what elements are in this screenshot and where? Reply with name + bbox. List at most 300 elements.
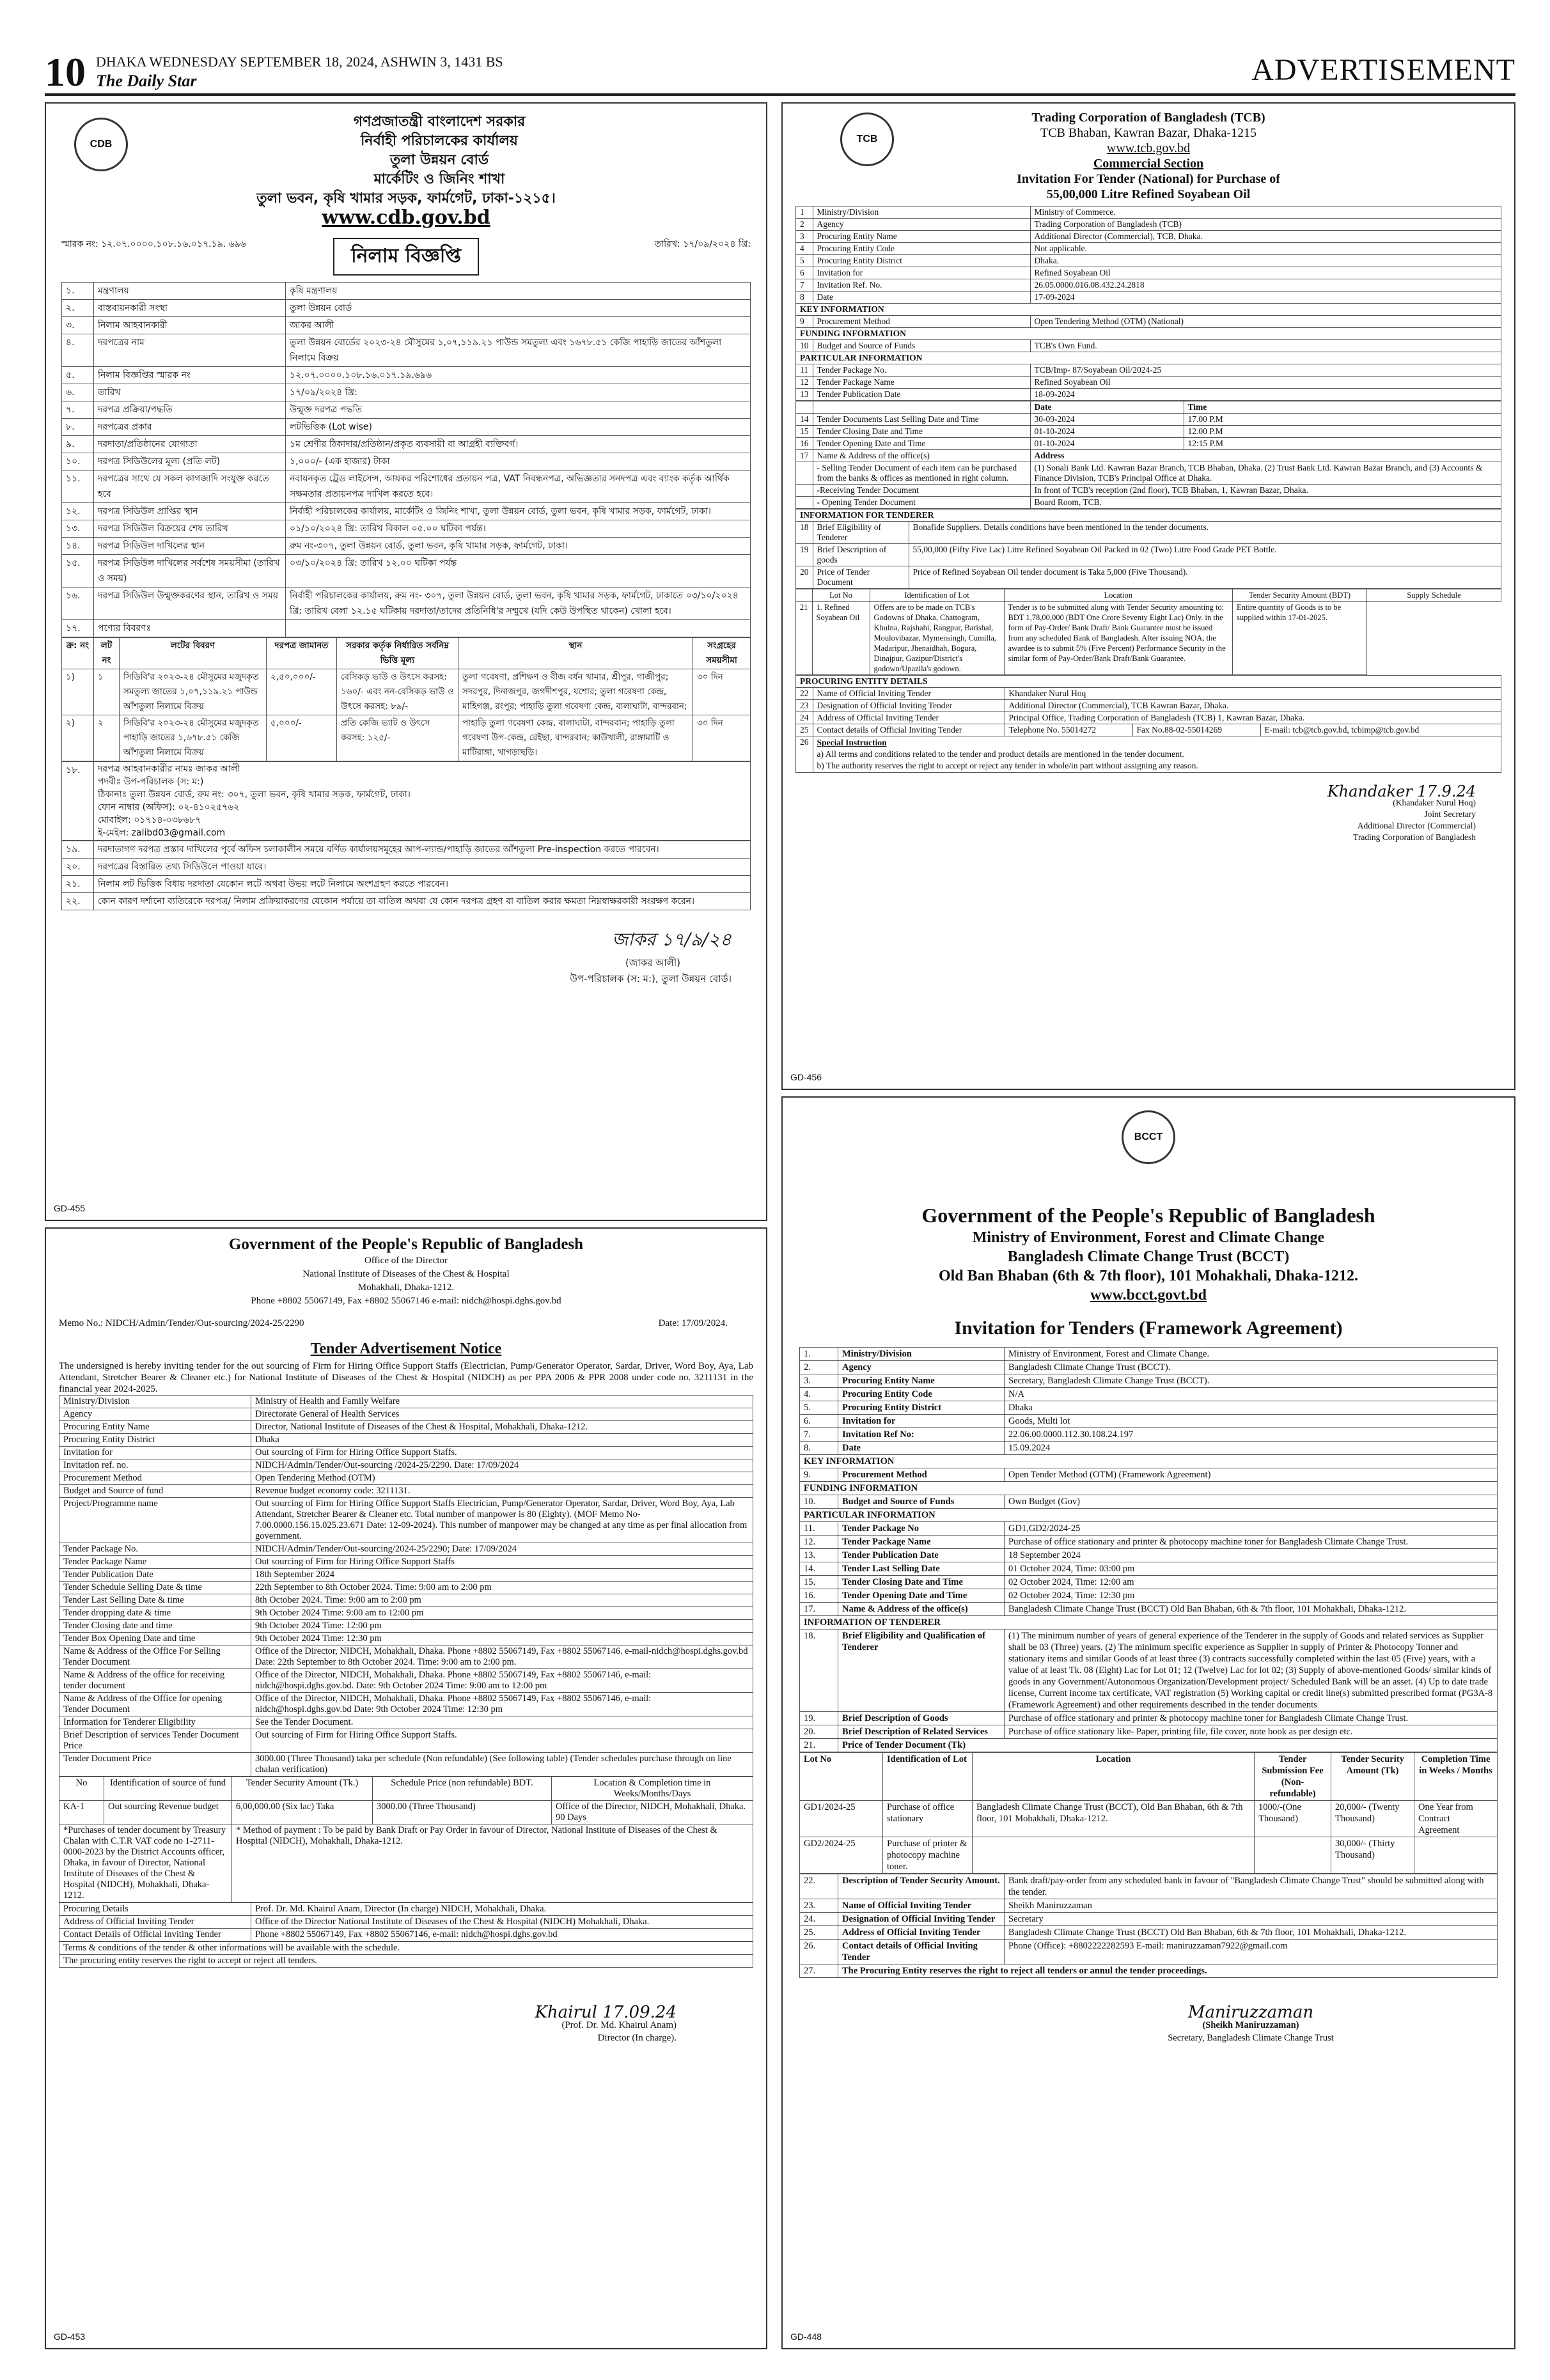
tcb-office-row (796, 497, 1501, 509)
bcct-row-cell: Tender Last Selling Date (838, 1562, 1005, 1576)
cdb-signature: জাকর ১৭/৯/২৪ (612, 929, 732, 950)
bcct-lot-row-cell (973, 1837, 1255, 1874)
bcct-row-cell: Tender Package Name (838, 1536, 1005, 1549)
bcct-row-cell: 7. (800, 1428, 838, 1442)
bcct-row-cell: Ministry of Environment, Forest and Climate Change. (1005, 1348, 1498, 1361)
nidch-row-cell: Dhaka (251, 1434, 753, 1447)
cdb-row (62, 520, 751, 538)
cdb-row (62, 620, 751, 637)
tcb-row-cell: Agency (813, 219, 1030, 231)
nidch-row (59, 1669, 753, 1693)
bcct-row (800, 1428, 1498, 1442)
tcb-row-cell: Procuring Entity District (813, 255, 1030, 267)
tcb-signer: (Khandaker Nurul Hoq) (1393, 798, 1476, 807)
nidch-row-cell: 3000.00 (Three Thousand) taka per schedule (Non refundable) (See following table) (Tender schedules purchase through on line chalan verification) (251, 1753, 753, 1777)
nidch-row-cell: Procuring Entity Name (59, 1421, 251, 1434)
bcct-row-cell: GD1,GD2/2024-25 (1005, 1522, 1498, 1536)
nidch-lot-row-cell: Office of the Director, NIDCH, Mohakhali, Dhaka. 90 Days (552, 1801, 753, 1824)
nidch-lot-head-cell: Location & Completion time in Weeks/Months/Days (552, 1777, 753, 1801)
cdb-row-cell: ৭. (62, 401, 94, 419)
bcct-lot-head-cell: Location (973, 1753, 1255, 1801)
cdb-row-cell: দরপত্রের নাম (94, 334, 286, 367)
tcb-row-cell: Procuring Entity Name (813, 231, 1030, 243)
tcb-row-10 (796, 340, 1501, 352)
nidch-intro: The undersigned is hereby inviting tender for the out sourcing of Firm for Hiring Office Support Staffs (Electrician, Pump/Generator Operator, Sardar, Driver, Word Boy, Aya, Lab Attendant, Stretcher Bearer & Cleaner etc.) for National Institute of Diseases of the Chest & Hospital (NIDCH) as per PPA 2006 & PPR 2008 under code no. 3211131 in the financial year 2024-2025. (59, 1361, 753, 1394)
nidch-row-cell: Tender Last Selling Date & time (59, 1594, 251, 1607)
cdb-row-cell: উন্মুক্ত দরপত্র পদ্ধতি (286, 401, 751, 419)
bcct-row-cell: Invitation for (838, 1415, 1005, 1428)
bcct-row (800, 1522, 1498, 1536)
bcct-lot-head-cell: Tender Submission Fee (Non-refundable) (1255, 1753, 1331, 1801)
cdb-extra-row-cell: দরপত্রের বিস্তারিত তথ্য সিডিউলে পাওয়া যাবে। (94, 859, 751, 876)
bcct-row (800, 1348, 1498, 1361)
cdb-row-cell: তুলা উন্নয়ন বোর্ড (286, 300, 751, 317)
nidch-lot-head-cell: Tender Security Amount (Tk.) (232, 1777, 373, 1801)
nidch-gd-number: GD-453 (54, 2331, 86, 2342)
tcb-row-cell: Ministry of Commerce. (1030, 206, 1501, 219)
tcb-entity-row-cell: Address of Official Inviting Tender (813, 712, 1005, 724)
bcct-lot-row (800, 1801, 1498, 1837)
nidch-contact-table (59, 1902, 753, 1941)
cdb-row-cell: ১৪. (62, 538, 94, 555)
bcct-line-1: Ministry of Environment, Forest and Climate Change (972, 1229, 1325, 1246)
bcct-entity-row-cell: Bank draft/pay-order from any scheduled bank in favour of "Bangladesh Climate Change Trust" should be submitted along with the tender. (1005, 1874, 1498, 1899)
bcct-row-cell: 13. (800, 1549, 838, 1562)
cdb-extra-row (62, 876, 751, 893)
cdb-extra-row (62, 859, 751, 876)
nidch-line-1: Office of the Director (364, 1256, 448, 1266)
bcct-row-18-cell: 18. (800, 1629, 838, 1712)
cdb-lot-row-cell: ৩০ দিন (693, 715, 751, 761)
tcb-row-cell: 2 (796, 219, 813, 231)
bcct-row-18 (800, 1629, 1498, 1712)
nidch-row (59, 1485, 753, 1498)
tcb-row (796, 255, 1501, 267)
bcct-row-cell: Procuring Entity Name (838, 1374, 1005, 1388)
cdb-row (62, 503, 751, 520)
cdb-row-cell: ১২.০৭.০০০০.১০৮.১৬.০১৭.১৯.৬৯৬ (286, 367, 751, 384)
bcct-seal: BCCT (1122, 1110, 1175, 1164)
bcct-row-cell: Tender Closing Date and Time (838, 1576, 1005, 1589)
bcct-table: 1. Ministry/Division Ministry of Environment, Forest and Climate Change. 2. Agency Bangladesh Climate Change Trust (BCCT). 3. Procuring Entity Name Secretary, Bangladesh Climate Change Trust (BCCT). 4. Procuring Entity Code N/A 5. Procuring Entity District Dhaka 6. Invitation for Goods, Multi lot 7. Invitation Ref No: 22.06.00.0000.112.30.108.24.197 8. Date 15.09.2024 KEY INFORMATION 9. Procurement Method Open Tender Method (OTM) (Framework Agreement) FUNDING INFORMATION 10. Budget and Source of Funds Own Budget (Gov) PARTICULAR INFORMATION 11. Tender Package No GD1,GD2/2024-25 12. Tender Package Name Purchase of office stationary and printer & photocopy machine toner for Bangladesh Climate Change Trust. 13. Tender Publication Date 18 September 2024 14. Tender Last Selling Date 01 October 2024, Time: 03:00 pm 15. Tender Closing Date and Time 02 October 2024, Time: 12:00 am 16. Tender Opening Date and Time 02 October 2024, Time: 12:30 pm 17. Name & Address of the office(s) Bangladesh Climate Change Trust (BCCT) Old Ban Bhaban, 6th & 7th floor, 101 Mohakhali, Dhaka-1212. INFORMATION OF TENDERER 18. Brief Eligibility and Qualification of Tenderer (1) The minimum number of years of general experience of the Tenderer in the supply of Goods and related services as Supplier shall be 03 (Three) years. (2) The minimum specific experience as Supplier in supply of Printer & Photocopy Tonner and stationary items and similar Goods of at least three (3) contracts successfully completed within the last 05 (Five) years, with a value of at least Tk. 08 (Eight) Lac for Lot 01; 12 (Twelve) Lac for lot 02; (3) Supply of above-mentioned Goods/ similar kinds of goods in any Government/Autonomous Organization/Development project/ Scheduled Bank will be an asset. (4) Up to date trade license, Current income tax certificate, VAT registration (5) Working capital or credit line(s) submitted prescribed format (PG3A-8 (Framework Agreement) and other requirements described in the tender documents 19. Brief Description of Goods Purchase of office stationary and printer & photocopy machine toner for Bangladesh Climate Change Trust. 20. Brief Description of Related Services Purchase of office stationary like- Paper, printing file, file cover, note book as per design etc. 21. Price of Tender Document (Tk) (799, 1347, 1498, 1752)
tcb-row-cell: Not applicable. (1030, 243, 1501, 255)
tcb-date-row-cell: 12.00 P.M (1184, 426, 1501, 438)
tcb-row (796, 219, 1501, 231)
tcb-row-cell: 20 (796, 566, 813, 589)
bcct-row-cell: 3. (800, 1374, 838, 1388)
cdb-row-cell: ৮. (62, 419, 94, 436)
tcb-entity-row-cell: Additional Director (Commercial), TCB Kawran Bazar, Dhaka. (1005, 700, 1501, 712)
cdb-row (62, 300, 751, 317)
nidch-row-cell: Information for Tenderer Eligibility (59, 1716, 251, 1729)
tcb-office-label: - Selling Tender Document of each item can be purchased from the banks & offices as mentioned in right column. (813, 462, 1030, 485)
nidch-line-4: Phone +8802 55067149, Fax +8802 55067146 e-mail: nidch@hospi.dghs.gov.bd (251, 1296, 561, 1306)
bcct-lot-row-cell: GD1/2024-25 (800, 1801, 883, 1837)
cdb-row-cell: ২. (62, 300, 94, 317)
nidch-row-cell: Budget and Source of fund (59, 1485, 251, 1498)
cdb-title-line: মার্কেটিং ও জিনিং শাখা (373, 171, 505, 187)
cdb-row (62, 384, 751, 401)
tcb-date-row (796, 414, 1501, 426)
tcb-row-cell: Invitation Ref. No. (813, 279, 1030, 292)
cdb-row (62, 436, 751, 453)
cdb-contact (94, 762, 751, 841)
tcb-row-17 (796, 450, 1501, 462)
tcb-row-9-cell: Procurement Method (813, 316, 1030, 328)
tcb-row (796, 231, 1501, 243)
cdb-contact-line: পদবীঃ উপ-পরিচালক (স: ম:) (98, 777, 204, 787)
nidch-title: Government of the People's Republic of Bangladesh (228, 1236, 584, 1253)
bcct-entity-row-cell: Contact details of Official Inviting Tender (838, 1940, 1005, 1964)
tcb-row-cell: 11 (796, 364, 813, 377)
bcct-row-cell: Dhaka (1005, 1401, 1498, 1415)
nidch-row (59, 1716, 753, 1729)
bcct-lot-row (800, 1837, 1498, 1874)
nidch-row-cell: Tender Box Opening Date and time (59, 1633, 251, 1645)
nidch-line-3: Mohakhali, Dhaka-1212. (357, 1282, 455, 1293)
cdb-memo: স্মারক নং: ১২.০৭.০০০০.১০৮.১৬.০১৭.১৯. ৬৯৬ (61, 239, 246, 249)
cdb-signer: (জাকর আলী) (625, 957, 680, 968)
nidch-row-cell: Name & Address of the Office For Selling Tender Document (59, 1645, 251, 1669)
bcct-row (800, 1388, 1498, 1401)
tcb-heading-1: Invitation For Tender (National) for Purchase of (1017, 172, 1280, 186)
cdb-contact-line: ফোন নাম্বার (অফিস): ০২-৪১০২৫৭৬২ (98, 802, 240, 813)
cdb-lot-row-cell: ২,৫০,০০০/- (267, 669, 337, 715)
cdb-extra-row-cell: ২২. (62, 893, 94, 910)
cdb-row-cell: মন্ত্রণালয় (94, 283, 286, 300)
cdb-lot-head-cell: দরপত্র জামানত (267, 638, 337, 669)
bcct-lot-row-cell (1255, 1837, 1331, 1874)
cdb-extra-row-cell: ২১. (62, 876, 94, 893)
tcb-date-row-cell: 15 (796, 426, 813, 438)
nidch-footer-table (59, 1941, 753, 1968)
bcct-lot-row-cell: 20,000/- (Twenty Thousand) (1331, 1801, 1414, 1837)
nidch-row (59, 1543, 753, 1556)
bcct-row-cell: N/A (1005, 1388, 1498, 1401)
nidch-row-cell: Invitation for (59, 1447, 251, 1459)
bcct-row-cell: Secretary, Bangladesh Climate Change Trust (BCCT). (1005, 1374, 1498, 1388)
bcct-row (800, 1589, 1498, 1603)
tcb-row-cell: 7 (796, 279, 813, 292)
cdb-lot-row-cell: ১) (62, 669, 94, 715)
tcb-date-row-cell: 16 (796, 438, 813, 450)
tcb-heading-2: 55,00,000 Litre Refined Soyabean Oil (1046, 187, 1251, 201)
tcb-office-address: Board Room, TCB. (1030, 497, 1501, 509)
nidch-row-cell: Brief Description of services Tender Document Price (59, 1729, 251, 1753)
tcb-row-cell: 5 (796, 255, 813, 267)
bcct-row-cell: Tender Opening Date and Time (838, 1589, 1005, 1603)
cdb-row-cell: নবায়নকৃত ট্রেড লাইসেন্স, আয়কর পরিশোধের প্রত্যয়ন পত্র, VAT নিবন্ধনপত্র, অভিজ্ঞতার সনদপত্র এবং ব্যাংক কর্তৃক আর্থিক সক্ষমতার প্রত্যয়নপত্র দাখিল করতে হবে। (286, 471, 751, 503)
cdb-row-18: ১৮. দরপত্র আহবানকারীর নামঃ জাকর আলী পদবীঃ উপ-পরিচালক (স: ম:) ঠিকানাঃ তুলা উন্নয়ন বোর্ড, রুম নং: ৩০৭, তুলা ভবন, কৃষি খামার সড়ক, ফার্মগেট, ঢাকা। ফোন নাম্বার (অফিস): ০২-৪১০২৫৭৬২ মোবাইল: ০১৭১৪-০৩৮৬৮৭ ই-মেইল: zalibd03@gmail.com (61, 761, 751, 841)
cdb-row-cell: ১ম শ্রেণীর ঠিকাদার/প্রতিষ্ঠান/প্রকৃত ব্যবসায়ী বা আগ্রহী ব্যক্তিবর্গ। (286, 436, 751, 453)
bcct-row-cell: Brief Description of Goods (838, 1712, 1005, 1725)
tcb-row (796, 243, 1501, 255)
bcct-lot-row-cell: 1000/-(One Thousand) (1255, 1801, 1331, 1837)
tcb-date-row-cell: Tender Closing Date and Time (813, 426, 1030, 438)
tcb-office-blank (796, 497, 813, 509)
tcb-row-10-cell: Budget and Source of Funds (813, 340, 1030, 352)
tcb-lot-row-cell: Entire quantity of Goods is to be supplied within 17-01-2025. (1233, 602, 1367, 675)
bcct-row-cell: Purchase of office stationary and printer & photocopy machine toner for Bangladesh Climate Change Trust. (1005, 1712, 1498, 1725)
tcb-row-cell: Tender Publication Date (813, 389, 1030, 401)
cdb-title-line: তুলা উন্নয়ন বোর্ড (389, 152, 489, 168)
bcct-row-cell: Brief Description of Related Services (838, 1725, 1005, 1739)
nidch-contact-row (59, 1903, 753, 1916)
cdb-row (62, 419, 751, 436)
nidch-row-cell: Invitation ref. no. (59, 1459, 251, 1472)
cdb-row-cell: নিলাম আহবানকারী (94, 317, 286, 334)
bcct-row-cell: 12. (800, 1536, 838, 1549)
cdb-row-cell: ৪. (62, 334, 94, 367)
bcct-row-27 (800, 1964, 1498, 1978)
cdb-row-cell: ১১. (62, 471, 94, 503)
nidch-row-cell: Out sourcing of Firm for Hiring Office Support Staffs Electrician, Pump/Generator Operator, Sardar, Driver, Word Boy, Aya, Lab Attendant, Stretcher Bearer & Cleaner etc. Total number of manpower is 80 (Eighty). (MOF Memo No-7.00.0000.156.15.025.23.671 Date: 12-09-2024). This number of manpower may be changed at any time as per final allocation from government. (251, 1498, 753, 1543)
nidch-row-cell: Tender Schedule Selling Date & time (59, 1582, 251, 1594)
tcb-row-cell: Procuring Entity Code (813, 243, 1030, 255)
cdb-row (62, 555, 751, 587)
bcct-row-cell: 16. (800, 1589, 838, 1603)
cdb-lot-row-cell: তুলা গবেষণা, প্রশিক্ষণ ও বীজ বর্ধন খামার, শ্রীপুর, গাজীপুর; সদরপুর, দিনাজপুর, জগদীশপুর, যশোর; তুলা গবেষণা কেন্দ্র, মাহিগঞ্জ, রংপুর; পাহাড়ি তুলা গবেষণা কেন্দ্র, বালাঘাটা, বান্দরবান; (458, 669, 693, 715)
bcct-row-21-cell: 21. (800, 1739, 838, 1752)
bcct-row-27-cell: The Procuring Entity reserves the right to reject all tenders or annul the tender proceedings. (838, 1964, 1498, 1978)
nidch-row (59, 1729, 753, 1753)
cdb-lot-row-cell: বেসিকড় ভাউ ও উৎসে করসহ: ১৬০/- এবং নন-বেসিকড় ভাউ ও উৎসে করসহ: ৮৯/- (337, 669, 458, 715)
cdb-row-cell: দরপত্র সিডিউল দাখিলের স্থান (94, 538, 286, 555)
nidch-row (59, 1434, 753, 1447)
cdb-row (62, 334, 751, 367)
tcb-entity-row-cell: Khandaker Nurul Hoq (1005, 688, 1501, 700)
tcb-entity-row-cell: 22 (796, 688, 813, 700)
tcb-row-cell: Tender Package Name (813, 377, 1030, 389)
tcb-row-cell: Date (813, 292, 1030, 304)
tcb-row-9 (796, 316, 1501, 328)
bcct-row (800, 1401, 1498, 1415)
bcct-line-3: Old Ban Bhaban (6th & 7th floor), 101 Mohakhali, Dhaka-1212. (938, 1268, 1359, 1284)
tcb-entity-row-cell: 24 (796, 712, 813, 724)
nidch-row-cell: Procurement Method (59, 1472, 251, 1485)
bcct-title: Government of the People's Republic of Bangladesh (921, 1204, 1375, 1227)
tcb-lot-row (796, 602, 1501, 675)
cdb-title-lines (61, 113, 751, 208)
tcb-row-cell: 18-09-2024 (1030, 389, 1501, 401)
bcct-entity-row-cell: 23. (800, 1899, 838, 1913)
cdb-contact-line: মোবাইল: ০১৭১৪-০৩৮৬৮৭ (98, 815, 201, 825)
bcct-lot-head-cell: Identification of Lot (883, 1753, 973, 1801)
bcct-row-cell: 8. (800, 1442, 838, 1455)
nidch-row-cell: NIDCH/Admin/Tender/Out-sourcing /2024-25/2290. Date: 17/09/2024 (251, 1459, 753, 1472)
bcct-lot-table (799, 1752, 1498, 1874)
tcb-row-10-cell: 10 (796, 340, 813, 352)
tcb-date-row (796, 438, 1501, 450)
bcct-row-cell: 6. (800, 1415, 838, 1428)
tcb-row-cell: 1 (796, 206, 813, 219)
cdb-row-cell: ১৩. (62, 520, 94, 538)
tcb-row-25-cell: 25 (796, 724, 813, 736)
bcct-row-cell: Bangladesh Climate Change Trust (BCCT) Old Ban Bhaban, 6th & 7th floor, 101 Mohakhali, Dhaka-1212. (1005, 1603, 1498, 1616)
nidch-contact-row-cell: Address of Official Inviting Tender (59, 1916, 251, 1929)
nidch-row-cell: Office of the Director, NIDCH, Mohakhali, Dhaka. Phone +8802 55067149, Fax +8802 55067146, e-mail: nidch@hospi.dghs.gov.bd. Date: 9th October 2024 Time: 9:00 am to 12:00 pm (251, 1669, 753, 1693)
tcb-row-cell: 19 (796, 544, 813, 566)
bcct-row-cell: Tender Publication Date (838, 1549, 1005, 1562)
tcb-lot-table (795, 589, 1501, 675)
bcct-row-cell: 11. (800, 1522, 838, 1536)
cdb-lot-row (62, 669, 751, 715)
bcct-signature: Maniruzzaman (1187, 2003, 1314, 2022)
tcb-table: 1 Ministry/Division Ministry of Commerce. 2 Agency Trading Corporation of Bangladesh (TCB) 3 Procuring Entity Name Additional Director (Commercial), TCB, Dhaka. 4 Procuring Entity Code Not applicable. 5 Procuring Entity District Dhaka. 6 Invitation for Refined Soyabean Oil 7 Invitation Ref. No. 26.05.0000.016.08.432.24.2818 8 Date 17-09-2024 KEY INFORMATION 9 Procurement Method Open Tendering Method (OTM) (National) FUNDING INFORMATION 10 Budget and Source of Funds TCB's Own Fund. PARTICULAR INFORMATION 11 Tender Package No. TCB/Imp- 87/Soyabean Oil/2024-25 12 Tender Package Name Refined Soyabean Oil 13 Tender Publication Date 18-09-2024 (795, 206, 1501, 401)
tcb-dates-table: Date Time 14 Tender Documents Last Selling Date and Time 30-09-2024 17.00 P.M 15 Tender Closing Date and Time 01-10-2024 12.00 P.M 16 Tender Opening Date and Time 01-10-2024 12:15 P.M 17 Name & Address of the office(s) Address - Selling Tender Document of each item can be purchased from the banks & offices as mentioned in right column. (1) Sonali Bank Ltd. Kawran Bazar Branch, TCB Bhaban, Dhaka. (2) Trust Bank Ltd. Kawran Bazar Branch, and (3) Accounts & Finance Division, TCB's Principal Office at Dhaka. -Receiving Tender Document In front of TCB's reception (2nd floor), TCB Bhaban, 1, Kawran Bazar, Dhaka. - Opening Tender Document Board Room, TCB. (795, 401, 1501, 509)
tcb-entity-row (796, 712, 1501, 724)
tcb-row-cell: 17-09-2024 (1030, 292, 1501, 304)
nidch-row (59, 1607, 753, 1620)
nidch-row-cell: Open Tendering Method (OTM) (251, 1472, 753, 1485)
cdb-row-cell: নির্বাহী পরিচালকের কার্যালয়, মার্কেটিং ও জিনিং শাখা, তুলা উন্নয়ন বোর্ড, তুলা ভবন, কৃষি খামার সড়ক, ফার্মগেট, ঢাকা। (286, 503, 751, 520)
cdb-row-cell: ০৩/১০/২০২৪ খ্রি: তারিখ ১২.০০ ঘটিকা পর্যন্ত (286, 555, 751, 587)
bcct-entity-row-cell: 26. (800, 1940, 838, 1964)
cdb-row-cell: তারিখ (94, 384, 286, 401)
nidch-row (59, 1396, 753, 1408)
nidch-tender-notice (45, 1227, 767, 2349)
tcb-row-cell: Refined Soyabean Oil (1030, 377, 1501, 389)
cdb-row (62, 538, 751, 555)
bcct-row-cell: 1. (800, 1348, 838, 1361)
bcct-lot-head-cell: Lot No (800, 1753, 883, 1801)
nidch-row (59, 1459, 753, 1472)
nidch-row-cell: Tender Document Price (59, 1753, 251, 1777)
tcb-entity-row (796, 688, 1501, 700)
nidch-signature: Khairul 17.09.24 (535, 2003, 677, 2022)
nidch-row-cell: Ministry of Health and Family Welfare (251, 1396, 753, 1408)
bcct-row-cell: Purchase of office stationary and printer & photocopy machine toner for Bangladesh Climate Change Trust. (1005, 1536, 1498, 1549)
bcct-entity-row-cell: Name of Official Inviting Tender (838, 1899, 1005, 1913)
bcct-row-10-cell: Budget and Source of Funds (838, 1495, 1005, 1509)
nidch-memo: Memo No.: NIDCH/Admin/Tender/Out-sourcing/2024-25/2290 (59, 1318, 304, 1328)
tcb-row-cell: Brief Eligibility of Tenderer (813, 522, 909, 544)
cdb-extra-rows (61, 841, 751, 910)
tcb-row-cell: TCB/Imp- 87/Soyabean Oil/2024-25 (1030, 364, 1501, 377)
nidch-row-cell: Ministry/Division (59, 1396, 251, 1408)
cdb-row-cell: ১০. (62, 453, 94, 471)
nidch-row-cell: Project/Programme name (59, 1498, 251, 1543)
cdb-row-cell: ৬. (62, 384, 94, 401)
page-header (45, 45, 1515, 96)
nidch-contact-row (59, 1916, 753, 1929)
tcb-row-17-cell: 17 (796, 450, 813, 462)
bcct-signer: (Sheikh Maniruzzaman) (1202, 2020, 1299, 2030)
bcct-row-cell: Goods, Multi lot (1005, 1415, 1498, 1428)
nidch-lot-head-cell: Identification of source of fund (104, 1777, 232, 1801)
cdb-row-cell: দরপত্র সিডিউলের মূল্য (প্রতি লট) (94, 453, 286, 471)
bcct-line-2: Bangladesh Climate Change Trust (BCCT) (1007, 1248, 1290, 1265)
tcb-seal: TCB (840, 113, 894, 166)
tcb-row-cell: Ministry/Division (813, 206, 1030, 219)
tcb-row-cell: 55,00,000 (Fifty Five Lac) Litre Refined Soyabean Oil Packed in 02 (Two) Litre Food Grade PET Bottle. (909, 544, 1501, 566)
cdb-row-cell: পণ্যের বিবরণঃ (94, 620, 286, 637)
tcb-row (796, 544, 1501, 566)
cdb-extra-row (62, 841, 751, 859)
bcct-row-cell: 02 October 2024, Time: 12:30 pm (1005, 1589, 1498, 1603)
nidch-contact-row-cell: Phone +8802 55067149, Fax +8802 55067146, e-mail: nidch@hospi.dghs.gov.bd (251, 1929, 753, 1941)
bcct-row-cell: 02 October 2024, Time: 12:00 am (1005, 1576, 1498, 1589)
nidch-lot-head-cell: No (59, 1777, 104, 1801)
cdb-row-cell: দরপত্রের প্রকার (94, 419, 286, 436)
tcb-office-row (796, 485, 1501, 497)
nidch-row (59, 1408, 753, 1421)
nidch-row-cell: Agency (59, 1408, 251, 1421)
tcb-entity-table: PROCURING ENTITY DETAILS 22 Name of Official Inviting Tender Khandaker Nurul Hoq 23 Designation of Official Inviting Tender Additional Director (Commercial), TCB Kawran Bazar, Dhaka. 24 Address of Official Inviting Tender Principal Office, Trading Corporation of Bangladesh (TCB) 1, Kawran Bazar, Dhaka. 25 Contact details of Official Inviting Tender Telephone No. 55014272 Fax No.88-02-55014269 E-mail: tcb@tcb.gov.bd, tcbimp@tcb.gov.bd 26 Special Instruction a) All terms and conditions related to the tender and product details are mentioned in the tender document. b) The authority reserves the right to accept or reject any tender in whole/in part without assigning any reason. (795, 675, 1501, 773)
cdb-lot-row-cell: ৩০ দিন (693, 669, 751, 715)
bcct-row-21-cell: Price of Tender Document (Tk) (838, 1739, 1498, 1752)
bcct-row (800, 1603, 1498, 1616)
bcct-lot-row-cell: GD2/2024-25 (800, 1837, 883, 1874)
cdb-row-cell: দরপত্র সিডিউল প্রাপ্তির স্থান (94, 503, 286, 520)
bcct-row-cell: 17. (800, 1603, 838, 1616)
nidch-contact-row-cell: Contact Details of Official Inviting Tender (59, 1929, 251, 1941)
bcct-lot-row-cell (1414, 1837, 1498, 1874)
cdb-lot-row-cell: ১ (94, 669, 120, 715)
tcb-office-blank (796, 485, 813, 497)
tcb-title: Trading Corporation of Bangladesh (TCB) (1031, 111, 1265, 125)
tcb-row (796, 292, 1501, 304)
bcct-lot-head (800, 1753, 1498, 1801)
bcct-lot-head-cell: Tender Security Amount (Tk) (1331, 1753, 1414, 1801)
bcct-row (800, 1549, 1498, 1562)
nidch-row-cell: 9th October 2024 Time: 12:30 pm (251, 1633, 753, 1645)
cdb-row-cell: দরদাতা/প্রতিষ্ঠানের যোগ্যতা (94, 436, 286, 453)
cdb-lot-row (62, 715, 751, 761)
bcct-row-cell: Name & Address of the office(s) (838, 1603, 1005, 1616)
cdb-contact-line: দরপত্র আহবানকারীর নামঃ জাকর আলী (98, 764, 240, 774)
tcb-lot-row-cell: Tender is to be submitted along with Tender Security amounting to: BDT 1,78,00,000 (BDT One Crore Seventy Eight Lac) Only. in the form of Pay-Order/ Bank Draft/ Bank Guarantee must be issued from any scheduled Bank of Bangladesh. After issuing NOA, the awardee is to submit 5% (Five Percent) Performance Security in the similar form of Pay-Order/Bank Draft/Bank Guarantee. (1004, 602, 1233, 675)
cdb-seal: CDB (74, 118, 128, 171)
bcct-row (800, 1725, 1498, 1739)
nidch-contact-row-cell: Prof. Dr. Md. Khairul Anam, Director (In charge) NIDCH, Mohakhali, Dhaka. (251, 1903, 753, 1916)
newspaper-name: The Daily Star (96, 72, 197, 90)
cdb-website: www.cdb.gov.bd (322, 206, 490, 229)
tcb-row-cell: 3 (796, 231, 813, 243)
bcct-entity-row-cell: Description of Tender Security Amount. (838, 1874, 1005, 1899)
tcb-row-cell: 26.05.0000.016.08.432.24.2818 (1030, 279, 1501, 292)
tcb-special-b: b) The authority reserves the right to accept or reject any tender in whole/in part without assigning any reason. (817, 761, 1198, 770)
nidch-row-cell: Out sourcing of Firm for Hiring Office Support Staffs (251, 1556, 753, 1569)
cdb-lot-table (61, 637, 751, 761)
tcb-entity-row-cell: 23 (796, 700, 813, 712)
cdb-notice-title: নিলাম বিজ্ঞপ্তি (333, 238, 479, 276)
bcct-entity-row-cell: Address of Official Inviting Tender (838, 1926, 1005, 1940)
nidch-row-cell: Director, National Institute of Diseases of the Chest & Hospital, Mohakhali, Dhaka-1212. (251, 1421, 753, 1434)
cdb-title-line: তুলা ভবন, কৃষি খামার সড়ক, ফার্মগেট, ঢাকা-১২১৫। (256, 191, 556, 206)
tcb-office-blank (796, 462, 813, 485)
nidch-row (59, 1421, 753, 1434)
bcct-entity-row-cell: 25. (800, 1926, 838, 1940)
nidch-row-cell: Office of the Director, NIDCH, Mohakhali, Dhaka. Phone +8802 55067149, Fax +8802 55067146. e-mail-nidch@hospi.dghs.gov.bd Date: 22th September to 8th October 2024. Time: 9:00 am to 2:00 pm. (251, 1645, 753, 1669)
bcct-row-cell: 01 October 2024, Time: 03:00 pm (1005, 1562, 1498, 1576)
tcb-lot-row-cell: 21 (796, 602, 813, 675)
nidch-row-cell: Name & Address of the office for receiving tender document (59, 1669, 251, 1693)
bcct-row (800, 1442, 1498, 1455)
bcct-row (800, 1712, 1498, 1725)
nidch-table (59, 1395, 753, 1777)
tcb-row-9-cell: Open Tendering Method (OTM) (National) (1030, 316, 1501, 328)
tcb-row-cell: 8 (796, 292, 813, 304)
bcct-row-10-cell: 10. (800, 1495, 838, 1509)
bcct-entity-table (799, 1874, 1498, 1978)
cdb-lot-row-cell: ৫,০০০/- (267, 715, 337, 761)
tcb-row-cell: Invitation for (813, 267, 1030, 279)
tcb-office-label: - Opening Tender Document (813, 497, 1030, 509)
nidch-note-right: * Method of payment : To be paid by Bank Draft or Pay Order in favour of Director, National Institute of Diseases of the Chest & Hospital (NIDCH), Mohakhali, Dhaka-1212. (232, 1824, 753, 1902)
tcb-entity-row-cell: Designation of Official Inviting Tender (813, 700, 1005, 712)
tcb-row-cell: Additional Director (Commercial), TCB, Dhaka. (1030, 231, 1501, 243)
